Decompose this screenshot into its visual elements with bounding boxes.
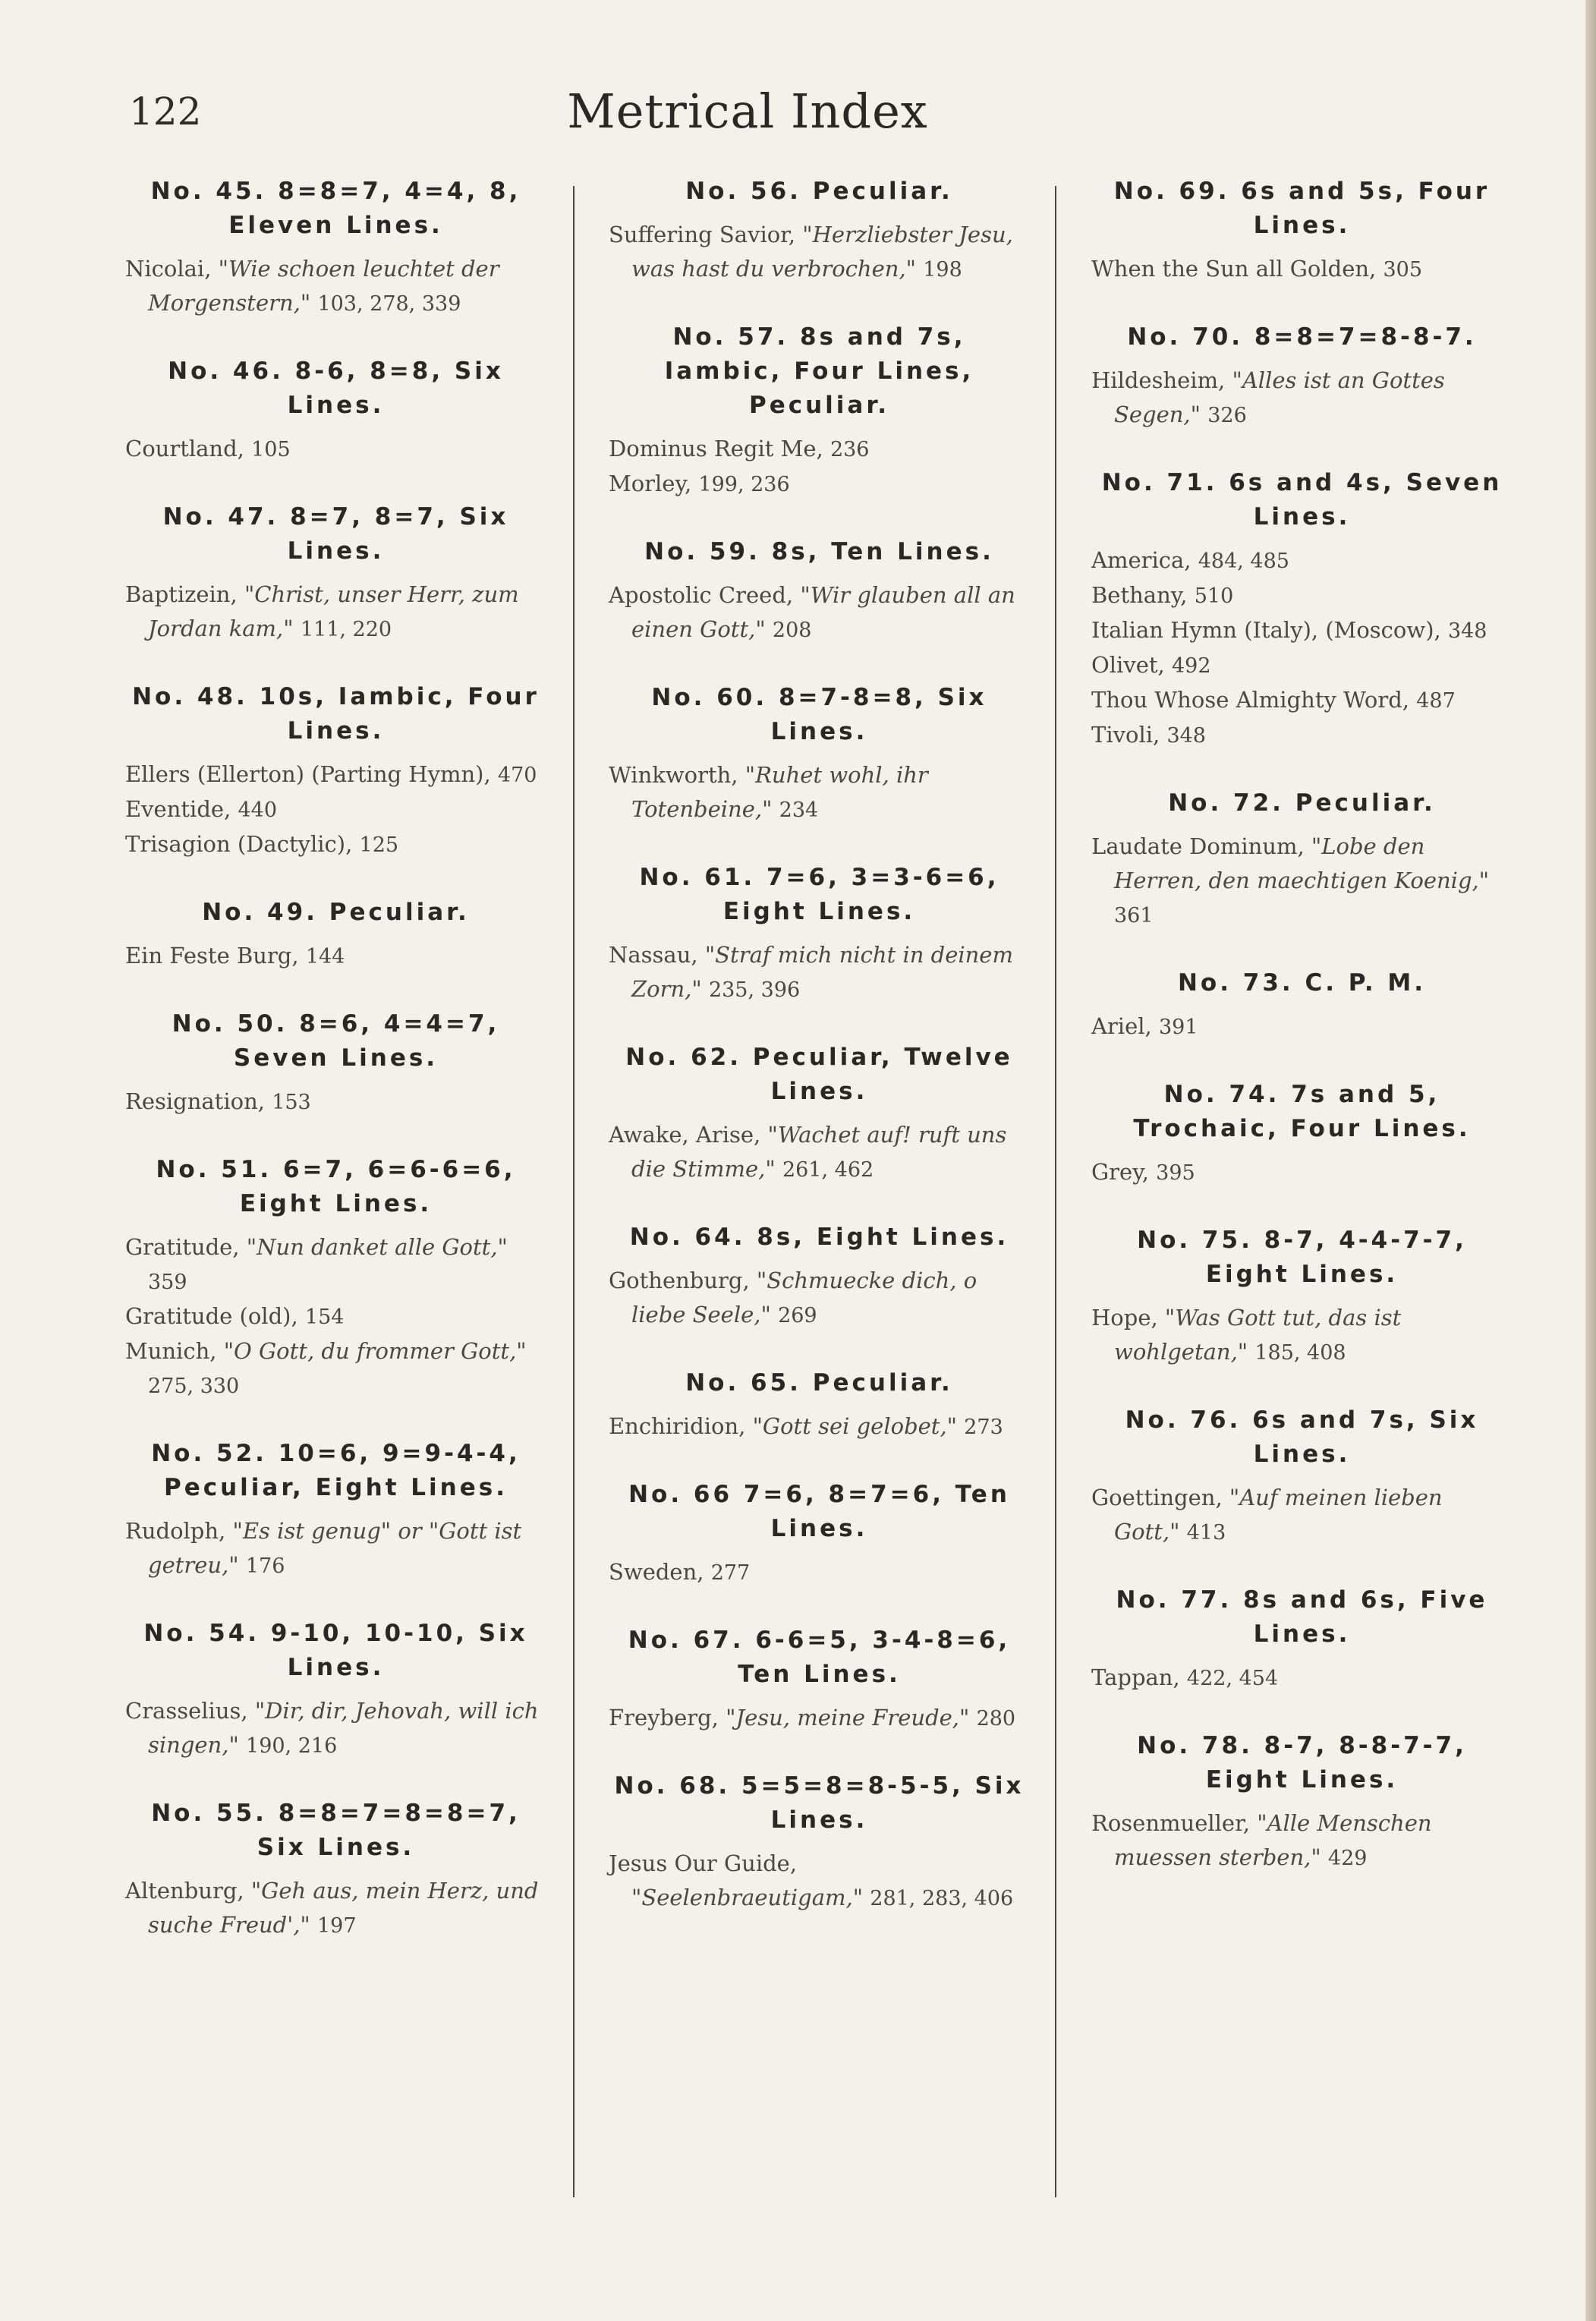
- tune-item: [1091, 578, 1513, 613]
- hymn-numbers: 348: [1166, 724, 1206, 748]
- meter-entry: [609, 1769, 1030, 1916]
- tune-name: Suffering Savior,: [609, 222, 803, 247]
- hymn-title: "Lobe den Herren, den maechtigen Koenig,": [1114, 833, 1490, 893]
- tune-item: [125, 252, 546, 321]
- index-columns: [114, 175, 1503, 2224]
- hymn-numbers: 269: [778, 1304, 817, 1327]
- hymn-numbers: 273: [964, 1416, 1003, 1439]
- meter-heading: No. 52. 10=6, 9=9-4-4, Peculiar, Eight Lines.: [151, 1440, 521, 1501]
- meter-heading: No. 73. C. P. M.: [1177, 969, 1427, 997]
- hymn-title: "Jesu, meine Freude,": [726, 1705, 977, 1731]
- hymn-numbers: 208: [772, 619, 812, 642]
- tune-name: Crasselius,: [125, 1698, 255, 1724]
- hymn-numbers: 199, 236: [698, 473, 790, 496]
- tune-item: [609, 578, 1030, 647]
- hymn-numbers: 391: [1158, 1016, 1198, 1039]
- tune-item: [125, 792, 546, 827]
- tune-item: [1091, 1661, 1513, 1696]
- tune-item: [1091, 1481, 1513, 1550]
- hymn-numbers: 236: [829, 438, 870, 461]
- tune-item: [1091, 718, 1513, 753]
- tune-item: [1091, 613, 1513, 648]
- tune-item: [125, 432, 546, 467]
- tune-item: [609, 1118, 1030, 1187]
- meter-entry: [125, 1797, 546, 1943]
- tune-name: Morley,: [609, 471, 699, 496]
- tune-item: [609, 218, 1030, 287]
- hymn-numbers: 305: [1383, 258, 1423, 282]
- tune-item: [1091, 543, 1513, 578]
- meter-heading: No. 51. 6=7, 6=6-6=6, Eight Lines.: [156, 1156, 516, 1217]
- hymn-title: "Wie schoen leuchtet der Morgenstern,": [148, 256, 499, 316]
- hymn-numbers: 153: [272, 1091, 311, 1114]
- hymn-numbers: 190, 216: [246, 1734, 338, 1758]
- tune-name: Trisagion (Dactylic),: [125, 831, 360, 857]
- column-divider: [1055, 186, 1056, 2197]
- hymn-numbers: 198: [923, 258, 962, 282]
- meter-entry: [125, 1437, 546, 1583]
- hymn-numbers: 440: [238, 798, 278, 822]
- tune-name: Gratitude,: [125, 1234, 247, 1260]
- tune-name: Rudolph,: [125, 1518, 233, 1544]
- tune-name: Winkworth,: [609, 762, 745, 788]
- meter-entry: [1091, 1403, 1513, 1550]
- meter-heading: No. 65. Peculiar.: [685, 1369, 953, 1397]
- meter-entry: [1091, 1729, 1513, 1875]
- meter-heading: No. 74. 7s and 5, Trochaic, Four Lines.: [1133, 1081, 1471, 1142]
- tune-name: Munich,: [125, 1338, 224, 1364]
- tune-name: Italian Hymn (Italy), (Moscow),: [1091, 617, 1448, 643]
- hymn-numbers: 487: [1416, 689, 1456, 713]
- tune-name: Gratitude (old),: [125, 1303, 305, 1329]
- tune-name: Hope,: [1091, 1305, 1165, 1331]
- hymn-title: "Alle Menschen muessen sterben,": [1114, 1810, 1432, 1870]
- column-3: [1091, 175, 1513, 2209]
- meter-heading: No. 70. 8=8=7=8-8-7.: [1127, 323, 1477, 351]
- tune-name: Nicolai,: [125, 256, 219, 282]
- hymn-title: "Herzliebster Jesu, was hast du verbrochen,": [631, 222, 1013, 282]
- hymn-numbers: 361: [1114, 904, 1154, 927]
- meter-heading: No. 48. 10s, Iambic, Four Lines.: [132, 683, 540, 745]
- hymn-numbers: 261, 462: [782, 1158, 874, 1182]
- tune-name: Hildesheim,: [1091, 367, 1232, 393]
- meter-heading: No. 68. 5=5=8=8-5-5, Six Lines.: [614, 1772, 1025, 1834]
- tune-name: Resignation,: [125, 1088, 272, 1114]
- meter-entry: [609, 1478, 1030, 1590]
- tune-name: Gothenburg,: [609, 1268, 757, 1293]
- meter-entry: [609, 320, 1030, 502]
- tune-name: Dominus Regit Me,: [609, 436, 830, 461]
- tune-item: [1091, 1301, 1513, 1370]
- hymn-numbers: 144: [305, 945, 345, 968]
- hymn-numbers: 359: [148, 1271, 187, 1294]
- meter-heading: No. 59. 8s, Ten Lines.: [644, 538, 994, 565]
- running-title: Metrical Index: [567, 83, 928, 139]
- meter-heading: No. 45. 8=8=7, 4=4, 8, Eleven Lines.: [150, 178, 521, 239]
- meter-entry: [1091, 966, 1513, 1044]
- hymn-numbers: 234: [779, 798, 819, 822]
- tune-item: [1091, 1009, 1513, 1044]
- meter-heading: No. 54. 9-10, 10-10, Six Lines.: [143, 1620, 528, 1681]
- tune-item: [1091, 1155, 1513, 1190]
- meter-entry: [1091, 175, 1513, 287]
- tune-item: [125, 1514, 546, 1583]
- meter-heading: No. 66 7=6, 8=7=6, Ten Lines.: [628, 1481, 1010, 1542]
- meter-entry: [609, 861, 1030, 1007]
- hymn-numbers: 197: [317, 1914, 357, 1938]
- hymn-title: "Gott sei gelobet,": [752, 1413, 965, 1439]
- hymn-numbers: 154: [304, 1305, 345, 1329]
- meter-entry: [1091, 466, 1513, 753]
- hymn-numbers: 510: [1194, 584, 1234, 608]
- meter-heading: No. 62. Peculiar, Twelve Lines.: [625, 1044, 1013, 1105]
- tune-item: [609, 758, 1030, 827]
- tune-item: [125, 1230, 546, 1299]
- hymn-title: "Straf mich nicht in deinem Zorn,": [631, 942, 1013, 1002]
- meter-entry: [125, 500, 546, 647]
- meter-entry: [609, 1623, 1030, 1736]
- tune-item: [125, 1874, 546, 1943]
- hymn-numbers: 125: [359, 833, 399, 857]
- tune-name: Bethany,: [1091, 582, 1195, 608]
- tune-item: [125, 1299, 546, 1334]
- meter-heading: No. 60. 8=7-8=8, Six Lines.: [651, 684, 987, 745]
- hymn-title: "Ruhet wohl, ihr Totenbeine,": [631, 762, 928, 822]
- hymn-title: "Dir, dir, Jehovah, will ich singen,": [148, 1698, 539, 1758]
- hymn-numbers: 429: [1327, 1847, 1368, 1870]
- tune-name: America,: [1091, 547, 1198, 573]
- hymn-numbers: 277: [710, 1561, 751, 1585]
- tune-name: Freyberg,: [609, 1705, 726, 1731]
- meter-heading: No. 69. 6s and 5s, Four Lines.: [1113, 178, 1491, 239]
- hymn-numbers: 176: [245, 1554, 285, 1578]
- hymn-title: "Schmuecke dich, o liebe Seele,": [631, 1268, 977, 1327]
- meter-entry: [125, 896, 546, 974]
- tune-name: Courtland,: [125, 436, 252, 461]
- meter-entry: [125, 1153, 546, 1403]
- tune-name: Apostolic Creed,: [609, 582, 801, 608]
- column-divider: [573, 186, 574, 2197]
- meter-entry: [609, 175, 1030, 287]
- meter-heading: No. 46. 8-6, 8=8, Six Lines.: [168, 357, 504, 419]
- meter-heading: No. 56. Peculiar.: [685, 178, 953, 205]
- hymn-title: "Es ist genug" or "Gott ist getreu,": [148, 1518, 522, 1578]
- tune-name: Laudate Dominum,: [1091, 833, 1311, 859]
- tune-item: [125, 578, 546, 647]
- meter-entry: [609, 1220, 1030, 1333]
- tune-name: Ellers (Ellerton) (Parting Hymn),: [125, 761, 498, 787]
- tune-item: [125, 939, 546, 974]
- meter-heading: No. 47. 8=7, 8=7, Six Lines.: [162, 503, 509, 565]
- tune-item: [609, 1701, 1030, 1736]
- hymn-title: "Wir glauben all an einen Gott,": [631, 582, 1015, 642]
- hymn-title: "Seelenbraeutigam,": [631, 1885, 870, 1910]
- hymn-numbers: 422, 454: [1186, 1667, 1279, 1690]
- tune-name: Ein Feste Burg,: [125, 943, 306, 968]
- hymn-numbers: 281, 283, 406: [870, 1887, 1014, 1910]
- hymn-numbers: 326: [1207, 404, 1247, 427]
- tune-name: Eventide,: [125, 796, 238, 822]
- meter-heading: No. 55. 8=8=7=8=8=7, Six Lines.: [151, 1800, 521, 1861]
- meter-heading: No. 61. 7=6, 3=3-6=6, Eight Lines.: [639, 864, 999, 925]
- tune-item: [609, 1555, 1030, 1590]
- column-1: [125, 175, 546, 2209]
- tune-name: Rosenmueller,: [1091, 1810, 1258, 1836]
- tune-name: Enchiridion,: [609, 1413, 753, 1439]
- meter-entry: [1091, 1078, 1513, 1190]
- tune-name: Olivet,: [1091, 652, 1172, 678]
- meter-entry: [125, 1007, 546, 1120]
- meter-entry: [1091, 786, 1513, 933]
- meter-entry: [125, 680, 546, 862]
- hymn-numbers: 413: [1186, 1521, 1226, 1545]
- hymn-numbers: 484, 485: [1198, 550, 1289, 573]
- meter-heading: No. 50. 8=6, 4=4=7, Seven Lines.: [172, 1010, 500, 1072]
- hymn-numbers: 275, 330: [148, 1375, 240, 1398]
- hymn-title: "Christ, unser Herr, zum Jordan kam,": [148, 581, 519, 641]
- meter-entry: [1091, 320, 1513, 433]
- page-header: [129, 83, 1495, 152]
- tune-name: Sweden,: [609, 1559, 711, 1585]
- hymn-numbers: 185, 408: [1254, 1341, 1346, 1365]
- meter-heading: No. 75. 8-7, 4-4-7-7, Eight Lines.: [1137, 1227, 1467, 1288]
- meter-heading: No. 49. Peculiar.: [202, 899, 470, 926]
- hymn-numbers: 470: [497, 764, 537, 787]
- tune-item: [1091, 364, 1513, 433]
- meter-entry: [125, 354, 546, 467]
- tune-name: Jesus Our Guide,: [609, 1850, 798, 1876]
- tune-name: Ariel,: [1091, 1013, 1159, 1039]
- column-2: [609, 175, 1030, 2209]
- hymn-title: "Auf meinen lieben Gott,": [1114, 1485, 1443, 1545]
- tune-name: Goettingen,: [1091, 1485, 1229, 1510]
- tune-item: [1091, 1806, 1513, 1875]
- tune-item: [125, 1085, 546, 1120]
- hymn-numbers: 395: [1156, 1161, 1195, 1185]
- meter-entry: [609, 681, 1030, 827]
- meter-entry: [1091, 1223, 1513, 1370]
- tune-item: [125, 757, 546, 792]
- hymn-numbers: 492: [1171, 654, 1211, 678]
- tune-item: [609, 1847, 1030, 1916]
- tune-item: [125, 1694, 546, 1763]
- meter-entry: [609, 535, 1030, 647]
- page-edge: [1585, 0, 1596, 2321]
- hymn-title: "Nun danket alle Gott,": [246, 1234, 508, 1260]
- tune-name: When the Sun all Golden,: [1091, 256, 1384, 282]
- tune-item: [1091, 252, 1513, 287]
- tune-item: [1091, 830, 1513, 933]
- meter-heading: No. 77. 8s and 6s, Five Lines.: [1116, 1586, 1488, 1648]
- tune-name: Nassau,: [609, 942, 705, 968]
- tune-item: [609, 467, 1030, 502]
- page-number: 122: [129, 90, 202, 134]
- meter-heading: No. 57. 8s and 7s, Iambic, Four Lines, Peculiar.: [664, 323, 974, 419]
- meter-heading: No. 78. 8-7, 8-8-7-7, Eight Lines.: [1137, 1732, 1467, 1794]
- hymn-title: "O Gott, du frommer Gott,": [223, 1338, 527, 1364]
- tune-item: [609, 938, 1030, 1007]
- meter-heading: No. 71. 6s and 4s, Seven Lines.: [1101, 469, 1503, 531]
- tune-item: [125, 827, 546, 862]
- tune-item: [125, 1334, 546, 1403]
- hymn-numbers: 105: [251, 438, 291, 461]
- tune-name: Tappan,: [1091, 1664, 1187, 1690]
- tune-name: Baptizein,: [125, 581, 244, 607]
- hymn-title: "Alles ist an Gottes Segen,": [1114, 367, 1445, 427]
- meter-heading: No. 76. 6s and 7s, Six Lines.: [1125, 1406, 1479, 1468]
- hymn-title: "Geh aus, mein Herz, und suche Freud',": [148, 1878, 539, 1938]
- meter-entry: [609, 1041, 1030, 1187]
- tune-item: [609, 1409, 1030, 1444]
- tune-name: Tivoli,: [1091, 722, 1167, 748]
- hymn-numbers: 348: [1447, 619, 1487, 643]
- meter-heading: No. 72. Peculiar.: [1168, 789, 1436, 817]
- tune-item: [609, 1264, 1030, 1333]
- tune-item: [609, 432, 1030, 467]
- meter-heading: No. 64. 8s, Eight Lines.: [629, 1223, 1009, 1251]
- hymn-title: "Was Gott tut, das ist wohlgetan,": [1114, 1305, 1402, 1365]
- hymn-numbers: 280: [976, 1707, 1016, 1731]
- hymn-numbers: 103, 278, 339: [317, 292, 461, 316]
- meter-entry: [1091, 1583, 1513, 1696]
- hymn-title: "Wachet auf! ruft uns die Stimme,": [631, 1122, 1007, 1182]
- hymn-numbers: 235, 396: [708, 978, 801, 1002]
- meter-entry: [125, 175, 546, 321]
- tune-item: [1091, 683, 1513, 718]
- tune-name: Grey,: [1091, 1159, 1157, 1185]
- tune-name: Awake, Arise,: [609, 1122, 768, 1148]
- meter-entry: [125, 1617, 546, 1763]
- meter-entry: [609, 1366, 1030, 1444]
- meter-heading: No. 67. 6-6=5, 3-4-8=6, Ten Lines.: [628, 1627, 1011, 1688]
- tune-name: Altenburg,: [125, 1878, 251, 1904]
- hymn-numbers: 111, 220: [300, 618, 392, 641]
- tune-item: [1091, 648, 1513, 683]
- tune-name: Thou Whose Almighty Word,: [1091, 687, 1417, 713]
